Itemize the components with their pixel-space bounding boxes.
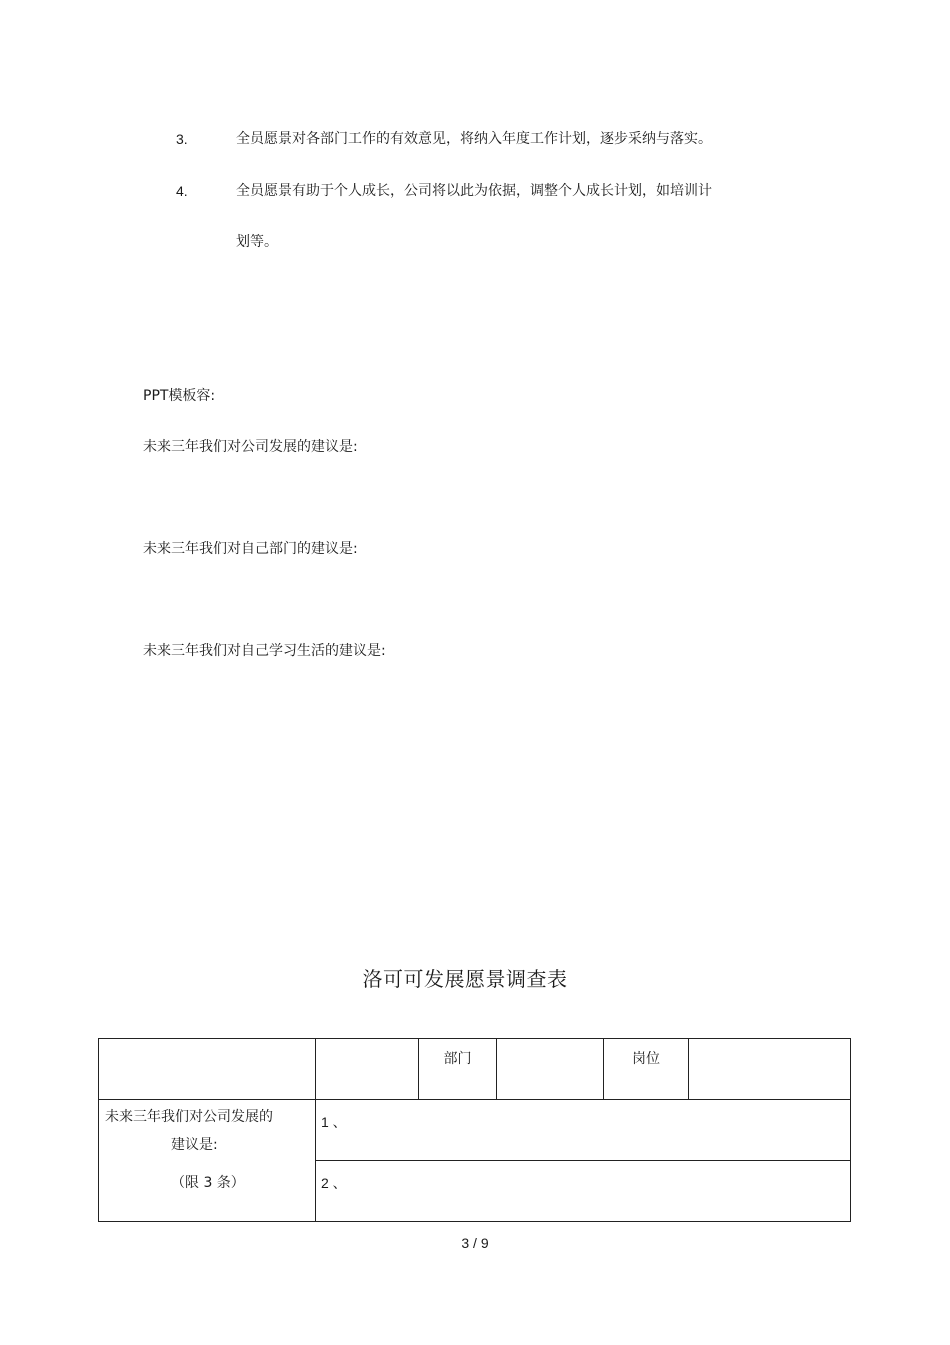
department-label: 部门 [443,1051,472,1067]
suggestion-2-cell[interactable] [316,1161,851,1222]
table-row [99,1100,851,1161]
list-number-3: 3. [176,131,188,147]
suggestion-1-cell[interactable] [316,1100,851,1161]
department-label-cell [419,1039,497,1100]
prompt-department: 未来三年我们对自己部门的建议是: [143,541,358,557]
prompt-study-life: 未来三年我们对自己学习生活的建议是: [143,643,386,659]
suggestion-1-number: 1 、 [321,1114,347,1130]
list-text-4-line1: 全员愿景有助于个人成长，公司将以此为依据，调整个人成长计划，如培训计 [236,183,712,199]
list-text-4-line2: 划等。 [236,234,278,250]
survey-table [98,1038,851,1222]
list-number-4: 4. [176,183,188,199]
position-label-cell [604,1039,689,1100]
company-suggestion-label-line1: 未来三年我们对公司发展的 [105,1109,273,1125]
suggestion-2-number: 2 、 [321,1175,347,1191]
position-label: 岗位 [632,1051,660,1067]
page-number: 3 / 9 [461,1235,489,1251]
company-suggestion-label-line2: 建议是: [171,1137,218,1153]
name-cell[interactable] [99,1039,316,1100]
ppt-heading: PPT模板容: [143,388,216,404]
company-suggestion-label-cell [99,1100,316,1222]
department-value-cell[interactable] [497,1039,604,1100]
list-text-3: 全员愿景对各部门工作的有效意见，将纳入年度工作计划，逐步采纳与落实。 [236,131,712,147]
company-suggestion-limit: （限 3 条） [171,1175,245,1191]
position-value-cell[interactable] [689,1039,851,1100]
survey-title: 洛可可发展愿景调查表 [362,967,568,991]
prompt-company: 未来三年我们对公司发展的建议是: [143,439,358,455]
name-value-cell[interactable] [316,1039,419,1100]
table-header-row [99,1039,851,1100]
